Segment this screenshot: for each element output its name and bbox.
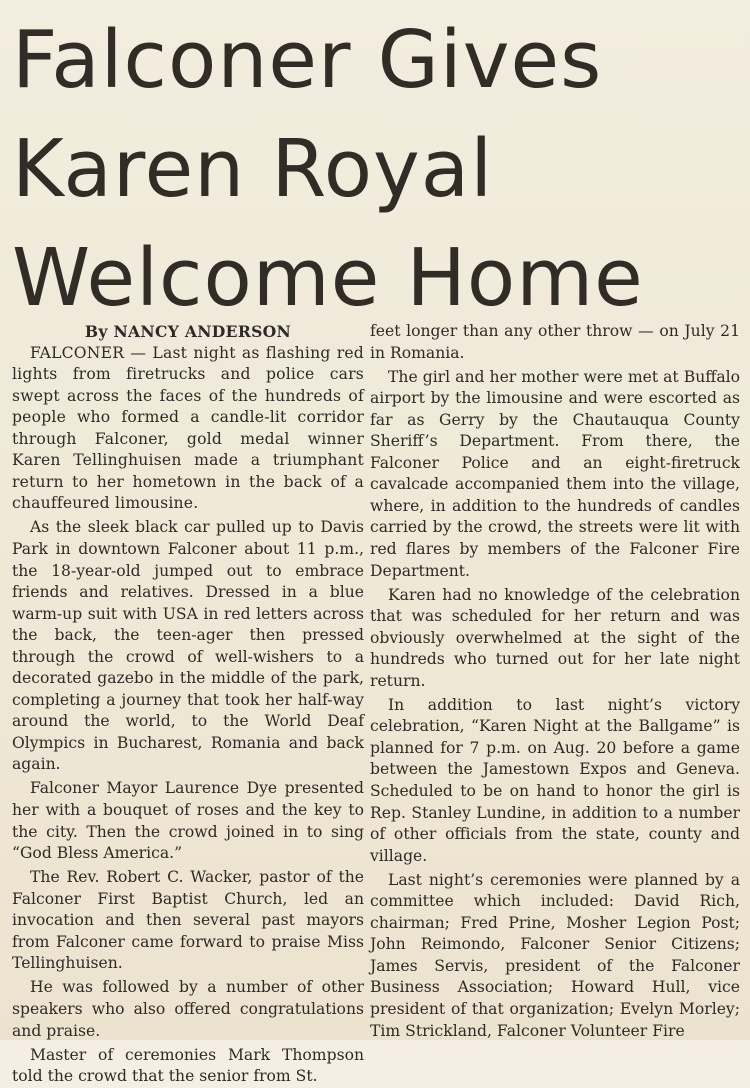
paragraph: Falconer Mayor Laurence Dye presented her with a bouquet of roses and the key to the city. Then the crowd joined in to sing “God Bless America.”	[12, 779, 364, 863]
paragraph-continued: feet longer than any other throw — on July 21 in Romania.	[370, 322, 740, 362]
paragraph: FALCONER — Last night as flashing red lights from firetrucks and police cars swept across the faces of the hundreds of people who formed a candle-lit corridor through Falconer, gold medal winner Karen Tellinghuisen made a triumphant return to her hometown in the back of a chauffeured limousine.	[12, 343, 364, 513]
article-column-left	[12, 321, 364, 1088]
headline-line-2: Karen Royal	[12, 123, 494, 215]
paragraph: In addition to last night’s victory celebration, “Karen Night at the Ballgame” is planned for 7 p.m. on Aug. 20 before a game between the Jamestown Expos and Geneva. Scheduled to be on hand to honor the girl is Rep. Stanley Lundine, in addition to a number of other officials from the state, county and village.	[370, 695, 740, 865]
paragraph: He was followed by a number of other speakers who also offered congratulations and praise.	[12, 978, 364, 1040]
paragraph: The girl and her mother were met at Buffalo airport by the limousine and were escorted as far as Gerry by the Chautauqua County Sheriff’s Department. From there, the Falconer Police and an eight-firetruck cavalcade accompanied them into the village, where, in addition to the hundreds of candles carried by the crowd, the streets were lit with red flares by members of the Falconer Fire Department.	[370, 367, 740, 580]
headline	[12, 6, 742, 333]
headline-line-1: Falconer Gives	[12, 14, 603, 106]
paragraph: The Rev. Robert C. Wacker, pastor of the Falconer First Baptist Church, led an invocation and then several past mayors from Falconer came forward to praise Miss Tellinghuisen.	[12, 868, 364, 973]
paragraph: Karen had no knowledge of the celebration that was scheduled for her return and was obviously overwhelmed at the sight of the hundreds who turned out for her late night return.	[370, 585, 740, 690]
byline: By NANCY ANDERSON	[84, 322, 292, 341]
headline-line-3: Welcome Home	[12, 232, 644, 324]
paragraph: Last night’s ceremonies were planned by a committee which included: David Rich, chairman; Fred Prine, Mosher Legion Post; John Reimondo, Falconer Senior Citizens; James Servis, president of the Falconer Business Association; Howard Hull, vice president of that organization; Evelyn Morley; Tim Strickland, Falconer Volunteer Fire	[370, 870, 740, 1040]
paragraph: Master of ceremonies Mark Thompson told the crowd that the senior from St.	[12, 1045, 364, 1086]
paragraph: As the sleek black car pulled up to Davis Park in downtown Falconer about 11 p.m., the 18-year-old jumped out to embrace friends and relatives. Dressed in a blue warm-up suit with USA in red letters across the back, the teen-ager then pressed through the crowd of well-wishers to a decorated gazebo in the middle of the park, completing a journey that took her half-way around the world, to the World Deaf Olympics in Bucharest, Romania and back again.	[12, 518, 364, 774]
article-column-right	[370, 321, 740, 1042]
